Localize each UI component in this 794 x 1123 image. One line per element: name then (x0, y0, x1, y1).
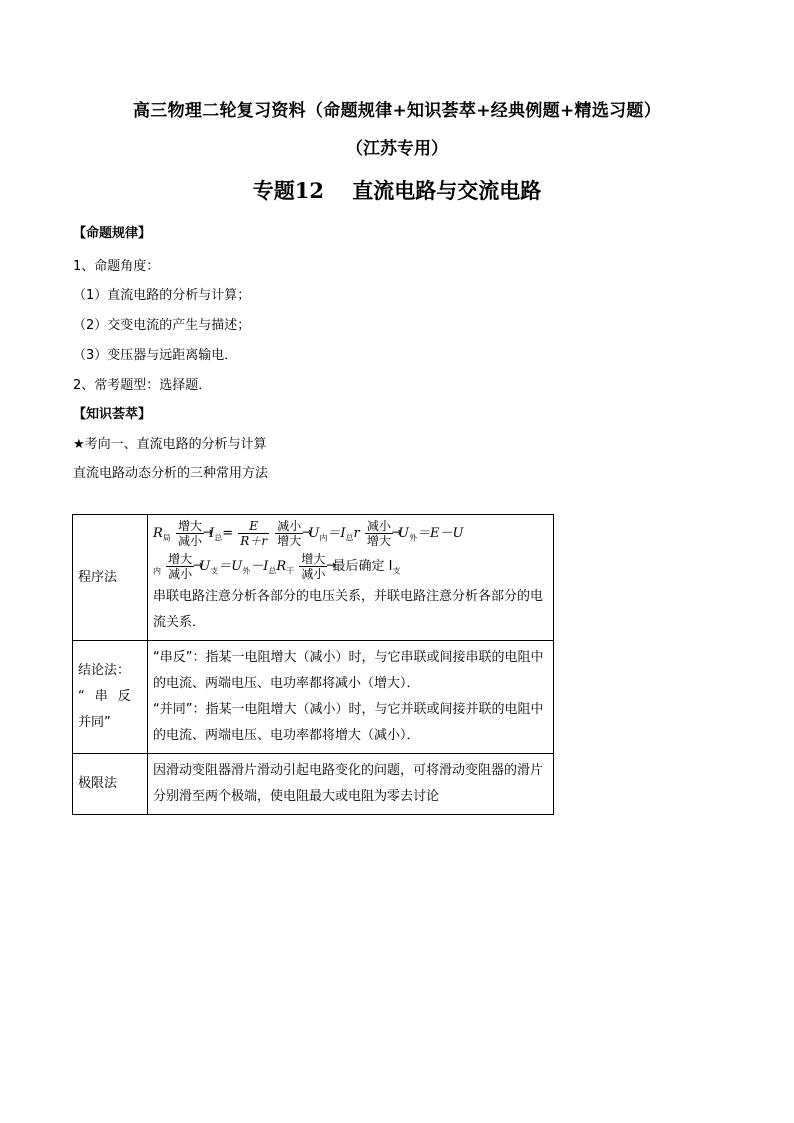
row-label-procedure: 程序法 (73, 515, 148, 641)
limit-content: 因滑动变阻器滑片滑动引起电路变化的问题，可将滑动变阻器的滑片分别滑至两个极端，使电阻最大或电阻为零去讨论 (148, 754, 554, 815)
topic-line: ★考向一、直流电路的分析与计算 (73, 437, 267, 452)
list-item: 2、常考题型：选择题． (73, 378, 212, 393)
parallel-same-text: “并同”：指某一电阻增大（减小）时，与它并联或间接并联的电阻中的电流、两端电压、电功率都将增大（减小）． (153, 702, 544, 744)
procedure-formula-line2: $_内$ 增大 → 减小 $U_支=U_外-I_总R_干$ 增大 → 减小 最后确定 $I_支$ (153, 552, 548, 585)
series-opposite-text: “串反”：指某一电阻增大（减小）时，与它串联或间接串联的电阻中的电流、两端电压、电功率都将减小（增大）． (153, 650, 544, 692)
procedure-formula-line1: $R_局$ 增大 → 减小 $I_总=$ $\frac{E}{R+r}$ 减小 → 增大 $U_内=I_总r$ 减小 → 增大 $U_外=E-U$ (153, 519, 548, 552)
formula-R: R (153, 526, 163, 541)
arrow-decrease-increase: 减小 → 增大 (365, 519, 393, 548)
arrow-increase-decrease: 增大 → 减小 (166, 552, 194, 581)
row-label-conclusion: 结论法： “串反 并同” (73, 641, 148, 754)
topic-title: 专题12 直流电路与交流电路 (252, 178, 542, 203)
list-item: 1、命题角度： (73, 259, 160, 274)
list-item: （1）直流电路的分析与计算； (73, 288, 251, 303)
procedure-note: 串联电路注意分析各部分的电压关系，并联电路注意分析各部分的电流关系． (153, 589, 544, 631)
methods-table (72, 514, 554, 815)
arrow-decrease-increase: 减小 → 增大 (275, 519, 303, 548)
formula-I: I (209, 526, 215, 541)
section-heading-rules: 【命题规律】 (73, 226, 152, 241)
table-row (73, 754, 554, 815)
arrow-increase-decrease: 增大 → 减小 (299, 552, 327, 581)
procedure-content (148, 515, 554, 641)
document-title: 高三物理二轮复习资料（命题规律+知识荟萃+经典例题+精选习题） (132, 101, 662, 121)
table-row (73, 641, 554, 754)
table-row (73, 515, 554, 641)
row-label-limit: 极限法 (73, 754, 148, 815)
list-item: （2）交变电流的产生与描述； (73, 318, 251, 333)
fraction-E-over-R-plus-r: $\frac{E}{R+r}$ (240, 519, 268, 548)
conclusion-content (148, 641, 554, 754)
intro-line: 直流电路动态分析的三种常用方法 (73, 466, 269, 481)
formula-sub: 局 (162, 533, 171, 543)
list-item: （3）变压器与远距离输电． (73, 348, 238, 363)
document-subtitle: （江苏专用） (346, 139, 448, 159)
section-heading-knowledge: 【知识荟萃】 (73, 407, 152, 422)
arrow-increase-decrease: 增大 → 减小 (176, 519, 204, 548)
